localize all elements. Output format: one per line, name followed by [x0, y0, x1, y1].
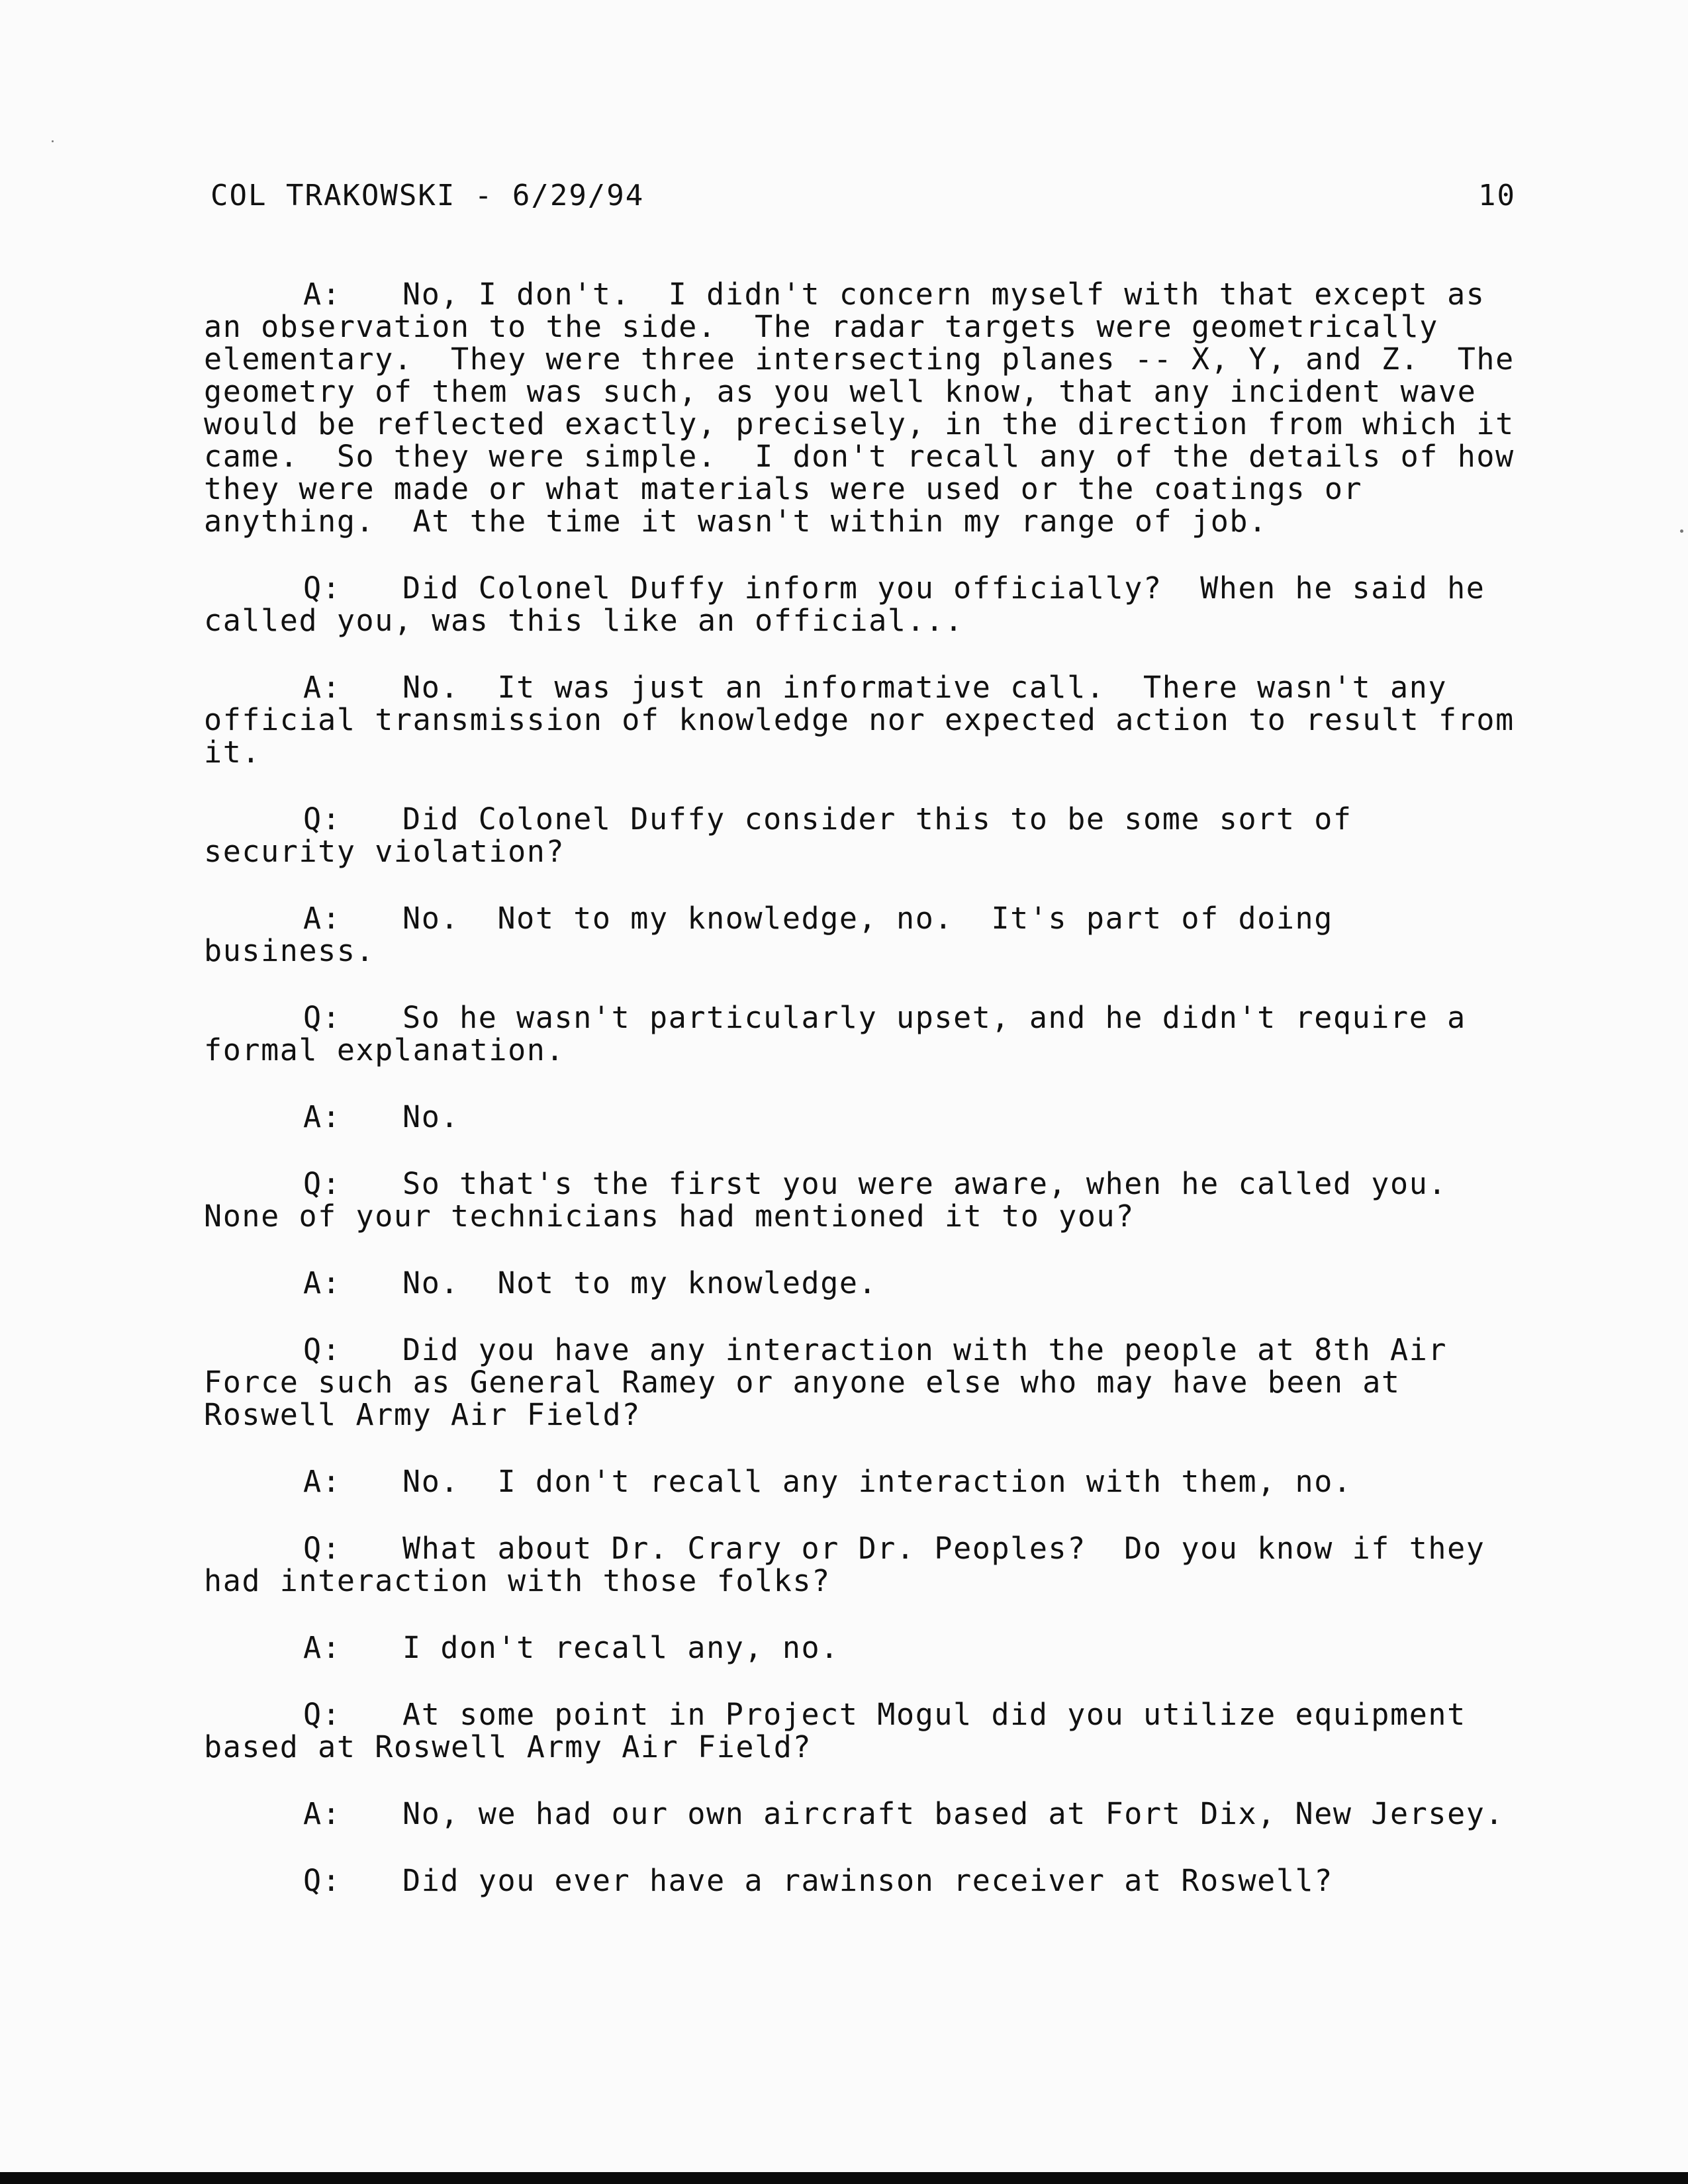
- page-number: 10: [1478, 179, 1516, 212]
- paragraph-text: Did Colonel Duffy inform you officially? When he said he called you, was this like an official...: [204, 570, 1505, 638]
- transcript-paragraph: [204, 277, 1534, 539]
- paragraph-text: No.: [402, 1099, 460, 1134]
- speaker-label: Q:: [303, 801, 342, 837]
- paragraph-text: I don't recall any, no.: [402, 1630, 839, 1665]
- speaker-label: A:: [303, 277, 342, 312]
- speaker-label: Q:: [303, 570, 342, 606]
- paragraph-text: Did you have any interaction with the people at 8th Air Force such as General Ramey or anyone else who may have been at Roswell Army Air Field?: [204, 1332, 1466, 1432]
- speaker-label: A:: [303, 901, 342, 936]
- transcript-paragraph: [204, 902, 1521, 967]
- speaker-label: Q:: [303, 1332, 342, 1367]
- transcript-paragraph: [204, 803, 1521, 868]
- transcript-paragraph: [204, 1465, 1521, 1498]
- paragraph-text: So that's the first you were aware, when he called you. None of your technicians had mentioned it to you?: [204, 1166, 1466, 1234]
- transcript-paragraph: [204, 1698, 1521, 1763]
- speaker-label: A:: [303, 1265, 342, 1300]
- transcript-paragraph: [204, 1532, 1521, 1597]
- speaker-label: Q:: [303, 1863, 342, 1898]
- scan-bottom-edge: [0, 2172, 1688, 2184]
- header-title: COL TRAKOWSKI - 6/29/94: [211, 179, 645, 212]
- paragraph-text: So he wasn't particularly upset, and he didn't require a formal explanation.: [204, 1000, 1485, 1068]
- paragraph-text: No, we had our own aircraft based at Fort Dix, New Jersey.: [402, 1796, 1505, 1831]
- transcript-paragraph: [204, 1864, 1521, 1897]
- speaker-label: A:: [303, 1099, 342, 1134]
- speaker-label: Q:: [303, 1166, 342, 1201]
- scan-speck: [1680, 529, 1683, 533]
- speaker-label: A:: [303, 1796, 342, 1831]
- transcript-paragraph: [204, 1001, 1521, 1066]
- transcript-paragraph: [204, 1267, 1521, 1299]
- paragraph-text: No. Not to my knowledge, no. It's part of doing business.: [204, 901, 1352, 968]
- speaker-label: A:: [303, 1630, 342, 1665]
- paragraph-text: At some point in Project Mogul did you utilize equipment based at Roswell Army Air Field?: [204, 1697, 1485, 1764]
- paragraph-text: No. Not to my knowledge.: [402, 1265, 878, 1300]
- scan-speck: [52, 140, 54, 142]
- transcript-body: [204, 277, 1534, 1931]
- speaker-label: A:: [303, 1464, 342, 1499]
- paragraph-text: What about Dr. Crary or Dr. Peoples? Do you know if they had interaction with those folks?: [204, 1531, 1505, 1598]
- transcript-paragraph: [204, 670, 1534, 770]
- speaker-label: Q:: [303, 1531, 342, 1566]
- paragraph-text: No. I don't recall any interaction with them, no.: [402, 1464, 1352, 1499]
- transcript-paragraph: [204, 1167, 1521, 1232]
- transcript-paragraph: [204, 1797, 1521, 1830]
- paragraph-text: No. It was just an informative call. There wasn't any official transmission of knowledge nor expected action to result from it.: [204, 670, 1534, 770]
- speaker-label: A:: [303, 670, 342, 705]
- paragraph-text: Did Colonel Duffy consider this to be some sort of security violation?: [204, 801, 1372, 869]
- transcript-paragraph: [204, 1101, 1521, 1133]
- transcript-paragraph: [204, 572, 1521, 637]
- speaker-label: Q:: [303, 1000, 342, 1035]
- transcript-paragraph: [204, 1334, 1521, 1431]
- paragraph-text: No, I don't. I didn't concern myself with that except as an observation to the side. The radar targets were geometrically elementary. They were three intersecting planes -- X, Y, and Z. The geometry of them was such, as you well know, that any incident wave would be reflected exactly, precisely, in the direction from which it came. So they were simple. I don't recall any of the details of how they were made or what materials were used or the coatings or anything. At the time it wasn't within my range of job.: [204, 277, 1534, 539]
- paragraph-text: Did you ever have a rawinson receiver at Roswell?: [402, 1863, 1333, 1898]
- speaker-label: Q:: [303, 1697, 342, 1732]
- transcript-paragraph: [204, 1631, 1521, 1664]
